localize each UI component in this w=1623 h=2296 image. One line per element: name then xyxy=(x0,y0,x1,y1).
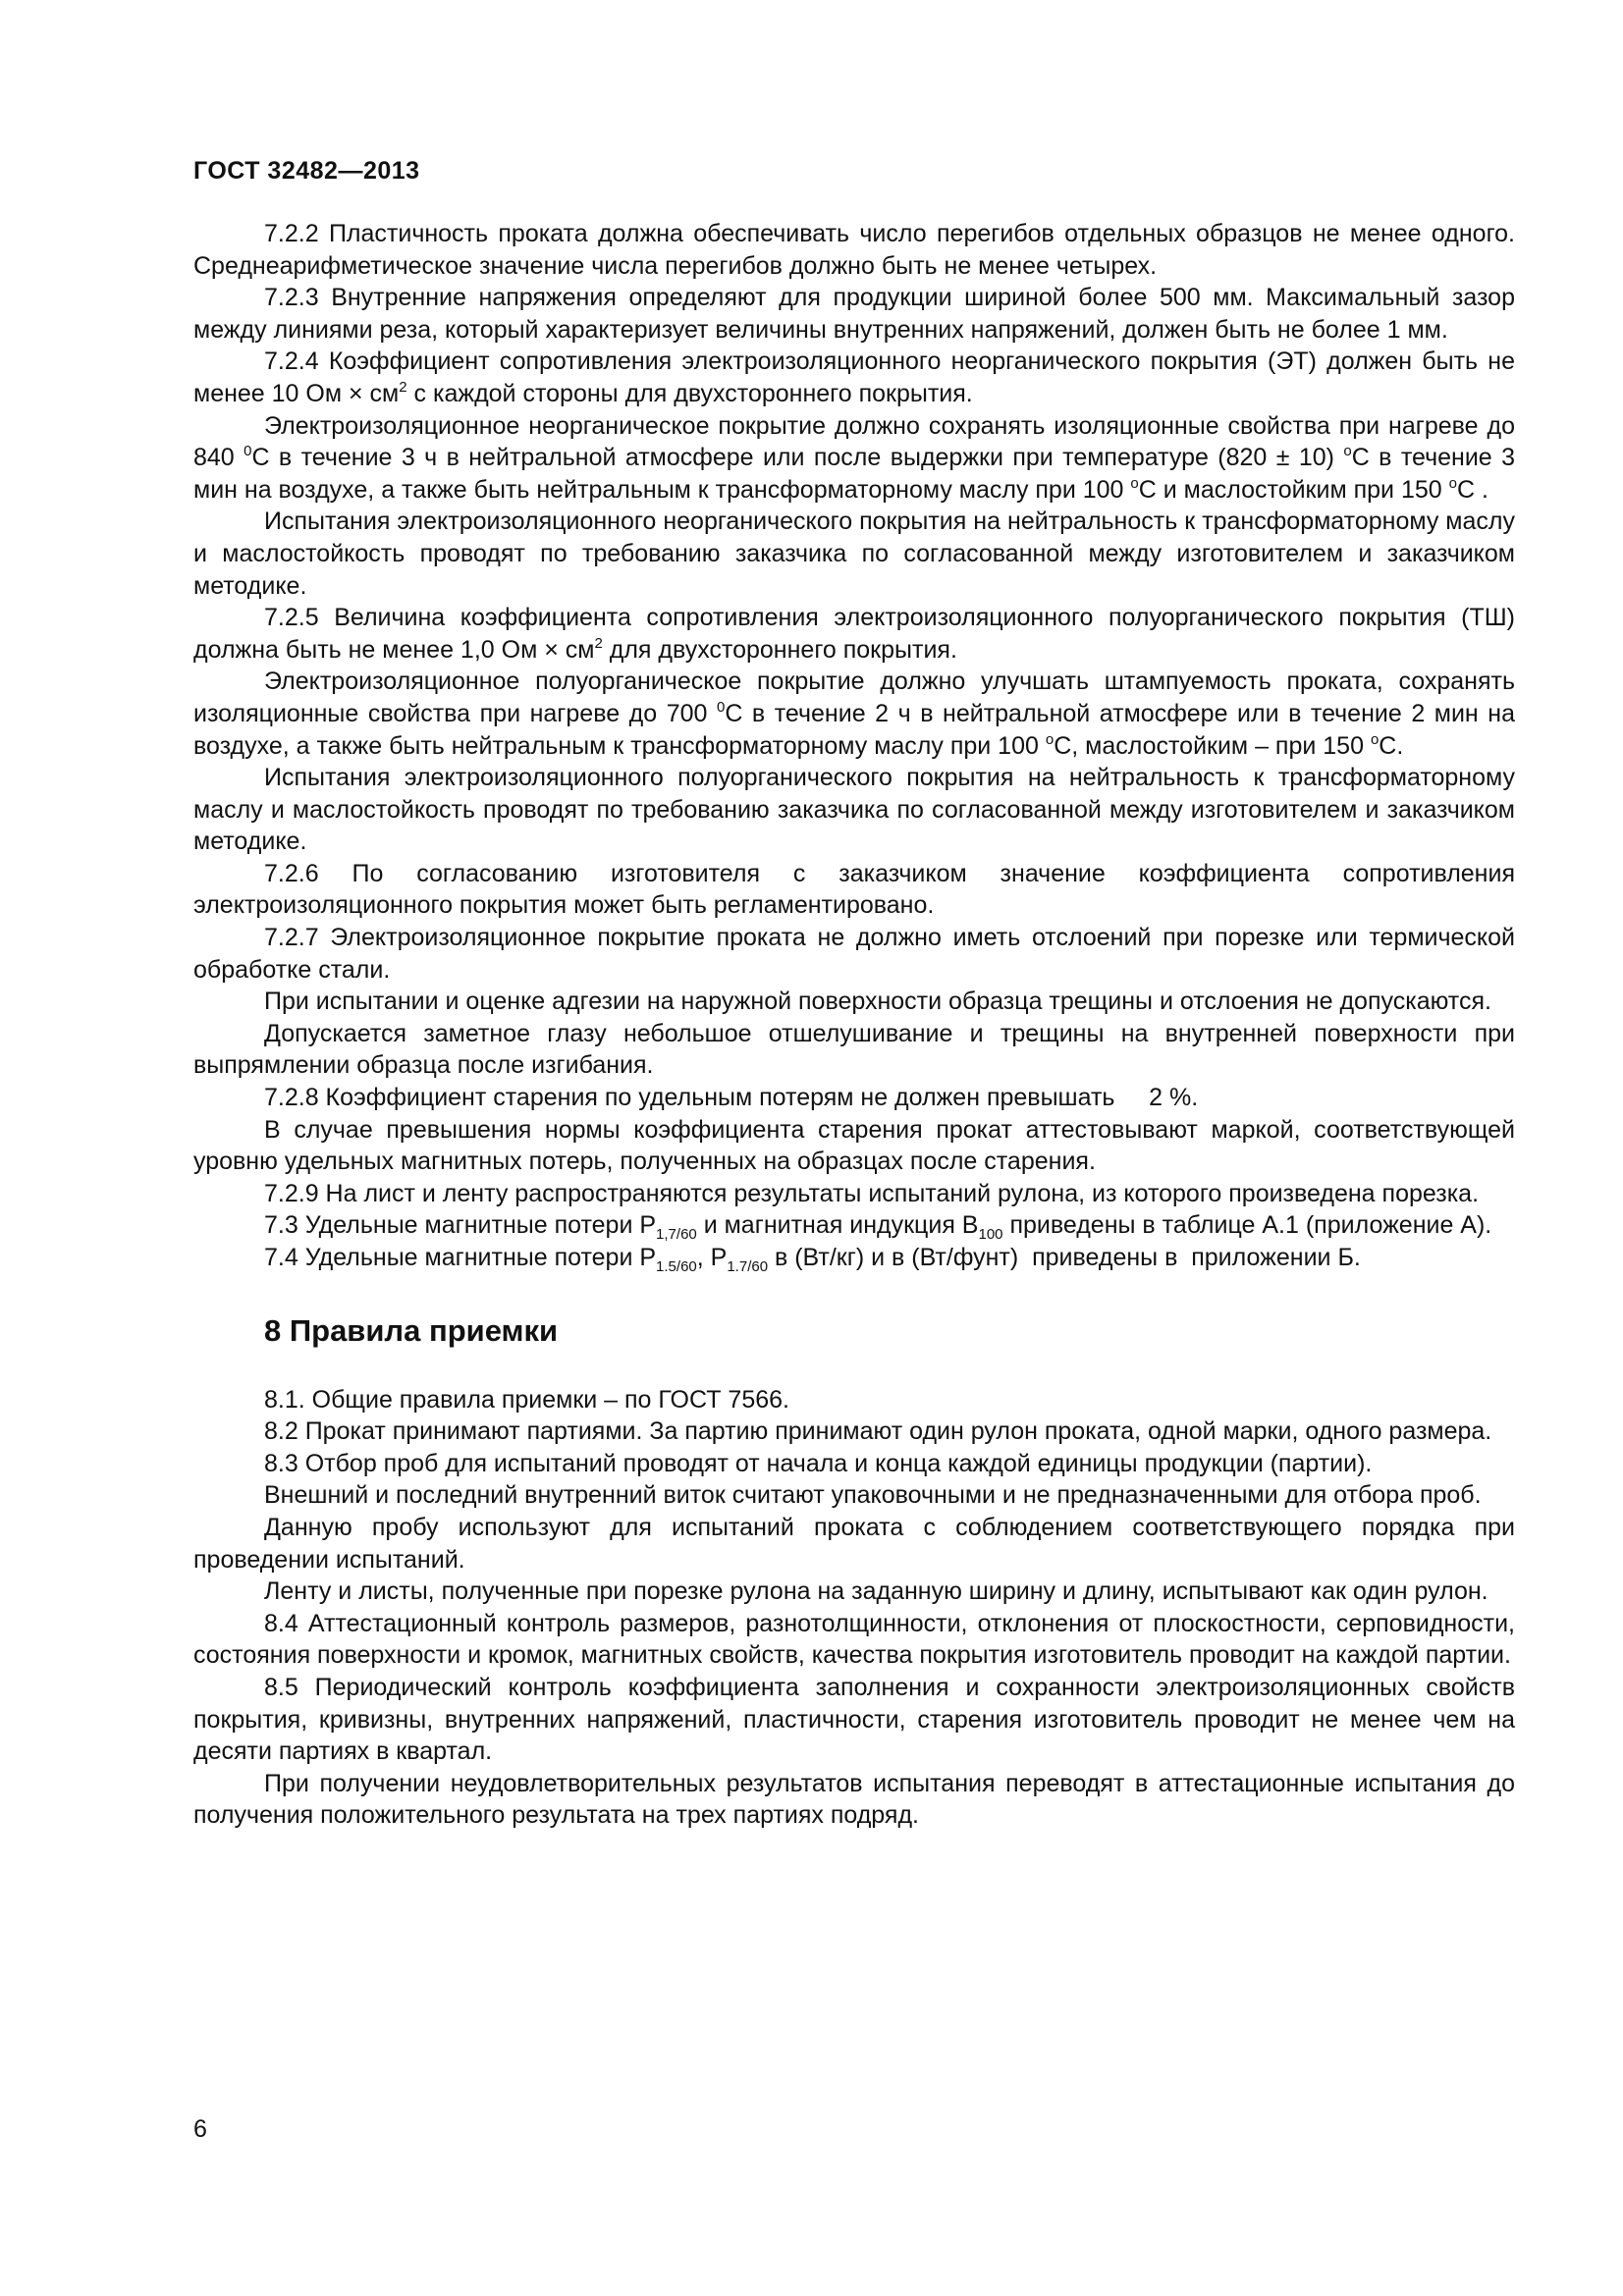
paragraph-7-2-5-tests: Испытания электроизоляционного полуорганического покрытия на нейтральность к трансформаторному маслу и маслостойкость проводят по требованию заказчика по согласованной между изготовителем и заказчиком методике. xyxy=(193,764,1515,856)
text-segment: и магнитная индукция В xyxy=(696,1211,979,1240)
subscript: 1,7/60 xyxy=(656,1226,697,1244)
paragraph-8-3-sample: Данную пробу используют для испытаний проката с соблюдением соответствующего порядка при проведении испытаний. xyxy=(193,1513,1515,1574)
paragraph-7-2-4-tests: Испытания электроизоляционного неорганического покрытия на нейтральность к трансформаторному маслу и маслостойкость проводят по требованию заказчика по согласованной между изготовителем и заказчиком методике. xyxy=(193,507,1515,600)
paragraph-7-3 xyxy=(193,1209,1515,1242)
superscript-square: 2 xyxy=(399,378,407,396)
paragraph-7-2-6: 7.2.6 По согласованию изготовителя с заказчиком значение коэффициента сопротивления электроизоляционного покрытия может быть регламентировано. xyxy=(193,859,1515,920)
paragraph-8-3-outer-coil: Внешний и последний внутренний виток считают упаковочными и не предназначенными для отбора проб. xyxy=(264,1481,1482,1510)
text-segment: Электроизоляционное полуорганическое покрытие должно улучшать штампуемость проката, сохранять изоляционные свойства при нагреве до 700 xyxy=(193,667,1515,727)
text-segment: С в течение 3 мин на воздухе, а также быть нейтральным к трансформаторному маслу при 100 xyxy=(193,444,1515,504)
text-segment: С, маслостойким – при 150 xyxy=(1054,731,1371,760)
paragraph-7-2-3: 7.2.3 Внутренние напряжения определяют для продукции шириной более 500 мм. Максимальный зазор между линиями реза, который характеризует величины внутренних напряжений, должен быть не более 1 мм. xyxy=(193,284,1515,344)
paragraph-7-2-7-adhesion: При испытании и оценке адгезии на наружной поверхности образца трещины и отслоения не допускаются. xyxy=(264,988,1491,1016)
text-segment: С в течение 3 ч в нейтральной атмосфере или после выдержки при температуре (820 ± 10) xyxy=(251,444,1344,472)
superscript-degree: о xyxy=(1045,730,1055,748)
text-segment: в (Вт/кг) и в (Вт/фунт) приведены в приложении Б. xyxy=(768,1244,1361,1271)
text-segment: 7.4 Удельные магнитные потери Р xyxy=(264,1244,657,1271)
paragraph-7-4 xyxy=(193,1242,1515,1274)
paragraph-7-2-8-exceeding: В случае превышения нормы коэффициента старения прокат аттестовывают маркой, соответствующей уровню удельных магнитных потерь, полученных на образцах после старения. xyxy=(193,1115,1515,1176)
text-segment: , Р xyxy=(696,1244,728,1271)
superscript-degree: о xyxy=(1130,474,1139,492)
text-segment: для двухстороннего покрытия. xyxy=(602,635,957,664)
paragraph-7-2-7: 7.2.7 Электроизоляционное покрытие проката не должно иметь отслоений при порезке или термической обработке стали. xyxy=(193,924,1515,984)
document-body xyxy=(193,218,1515,1832)
paragraph-8-5: 8.5 Периодический контроль коэффициента заполнения и сохранности электроизоляционных свойств покрытия, кривизны, внутренних напряжений, пластичности, старения изготовитель проводит не менее чем на десяти партиях в квартал. xyxy=(193,1673,1515,1766)
document-code-header: ГОСТ 32482—2013 xyxy=(193,157,420,185)
paragraph-8-4: 8.4 Аттестационный контроль размеров, разнотолщинности, отклонения от плоскостности, серповидности, состояния поверхности и кромок, магнитных свойств, качества покрытия изготовитель проводит на каждой партии. xyxy=(193,1609,1515,1670)
superscript-degree: 0 xyxy=(716,698,726,716)
paragraph-7-2-5 xyxy=(193,602,1515,666)
text-segment: С . xyxy=(1456,475,1488,504)
superscript-square: 2 xyxy=(594,634,603,652)
superscript-degree: о xyxy=(1448,474,1457,492)
paragraph-7-2-4-inorganic-coating xyxy=(193,410,1515,507)
paragraph-7-2-9: 7.2.9 На лист и ленту распространяются результаты испытаний рулона, из которого произведена порезка. xyxy=(264,1179,1480,1207)
subscript: 1.5/60 xyxy=(656,1258,697,1275)
superscript-degree: о xyxy=(1370,730,1380,748)
text-segment: 7.2.4 Коэффициент сопротивления электроизоляционного неорганического покрытия (ЭТ) должен быть не менее 10 Ом × см xyxy=(193,347,1515,407)
paragraph-7-2-5-semiorganic-coating xyxy=(193,666,1515,762)
text-segment: с каждой стороны для двухстороннего покрытия. xyxy=(406,379,973,407)
superscript-degree: 0 xyxy=(243,443,252,460)
superscript-degree: о xyxy=(1343,443,1352,460)
paragraph-8-3: 8.3 Отбор проб для испытаний проводят от начала и конца каждой единицы продукции (партии). xyxy=(264,1449,1373,1477)
paragraph-8-3-strip: Ленту и листы, полученные при порезке рулона на заданную ширину и длину, испытывают как один рулон. xyxy=(264,1577,1488,1606)
page-number: 6 xyxy=(193,2115,207,2143)
text-segment: Электроизоляционное неорганическое покрытие должно сохранять изоляционные свойства при нагреве до 840 xyxy=(193,411,1515,472)
subscript: 100 xyxy=(978,1226,1003,1244)
text-segment: С. xyxy=(1379,731,1404,760)
section-8-title: 8 Правила приемки xyxy=(264,1312,559,1348)
paragraph-7-2-7-peeling: Допускается заметное глазу небольшое отшелушивание и трещины на внутренней поверхности при выпрямлении образца после изгибания. xyxy=(193,1019,1515,1080)
text-segment: 7.3 Удельные магнитные потери Р xyxy=(264,1211,657,1240)
paragraph-7-2-4 xyxy=(193,346,1515,409)
paragraph-7-2-2: 7.2.2 Пластичность проката должна обеспечивать число перегибов отдельных образцов не менее одного. Среднеарифметическое значение числа перегибов должно быть не менее четырех. xyxy=(193,220,1515,280)
paragraph-8-5-retest: При получении неудовлетворительных результатов испытания переводят в аттестационные испытания до получения положительного результата на трех партиях подряд. xyxy=(193,1769,1515,1830)
paragraph-8-2: 8.2 Прокат принимают партиями. За партию принимают один рулон проката, одной марки, одного размера. xyxy=(264,1417,1492,1446)
text-segment: приведены в таблице А.1 (приложение А). xyxy=(1002,1211,1492,1240)
paragraph-7-2-8: 7.2.8 Коэффициент старения по удельным потерям не должен превышать 2 %. xyxy=(264,1084,1199,1112)
text-segment: С в течение 2 ч в нейтральной атмосфере или в течение 2 мин на воздухе, а также быть нейтральным к трансформаторному маслу при 100 xyxy=(193,699,1515,760)
subscript: 1.7/60 xyxy=(727,1258,769,1275)
text-segment: С и маслостойким при 150 xyxy=(1138,475,1449,504)
text-segment: 7.2.5 Величина коэффициента сопротивления электроизоляционного полуорганического покрытия (ТШ) должна быть не менее 1,0 Ом × см xyxy=(193,604,1515,664)
paragraph-8-1: 8.1. Общие правила приемки – по ГОСТ 7566. xyxy=(264,1385,789,1414)
